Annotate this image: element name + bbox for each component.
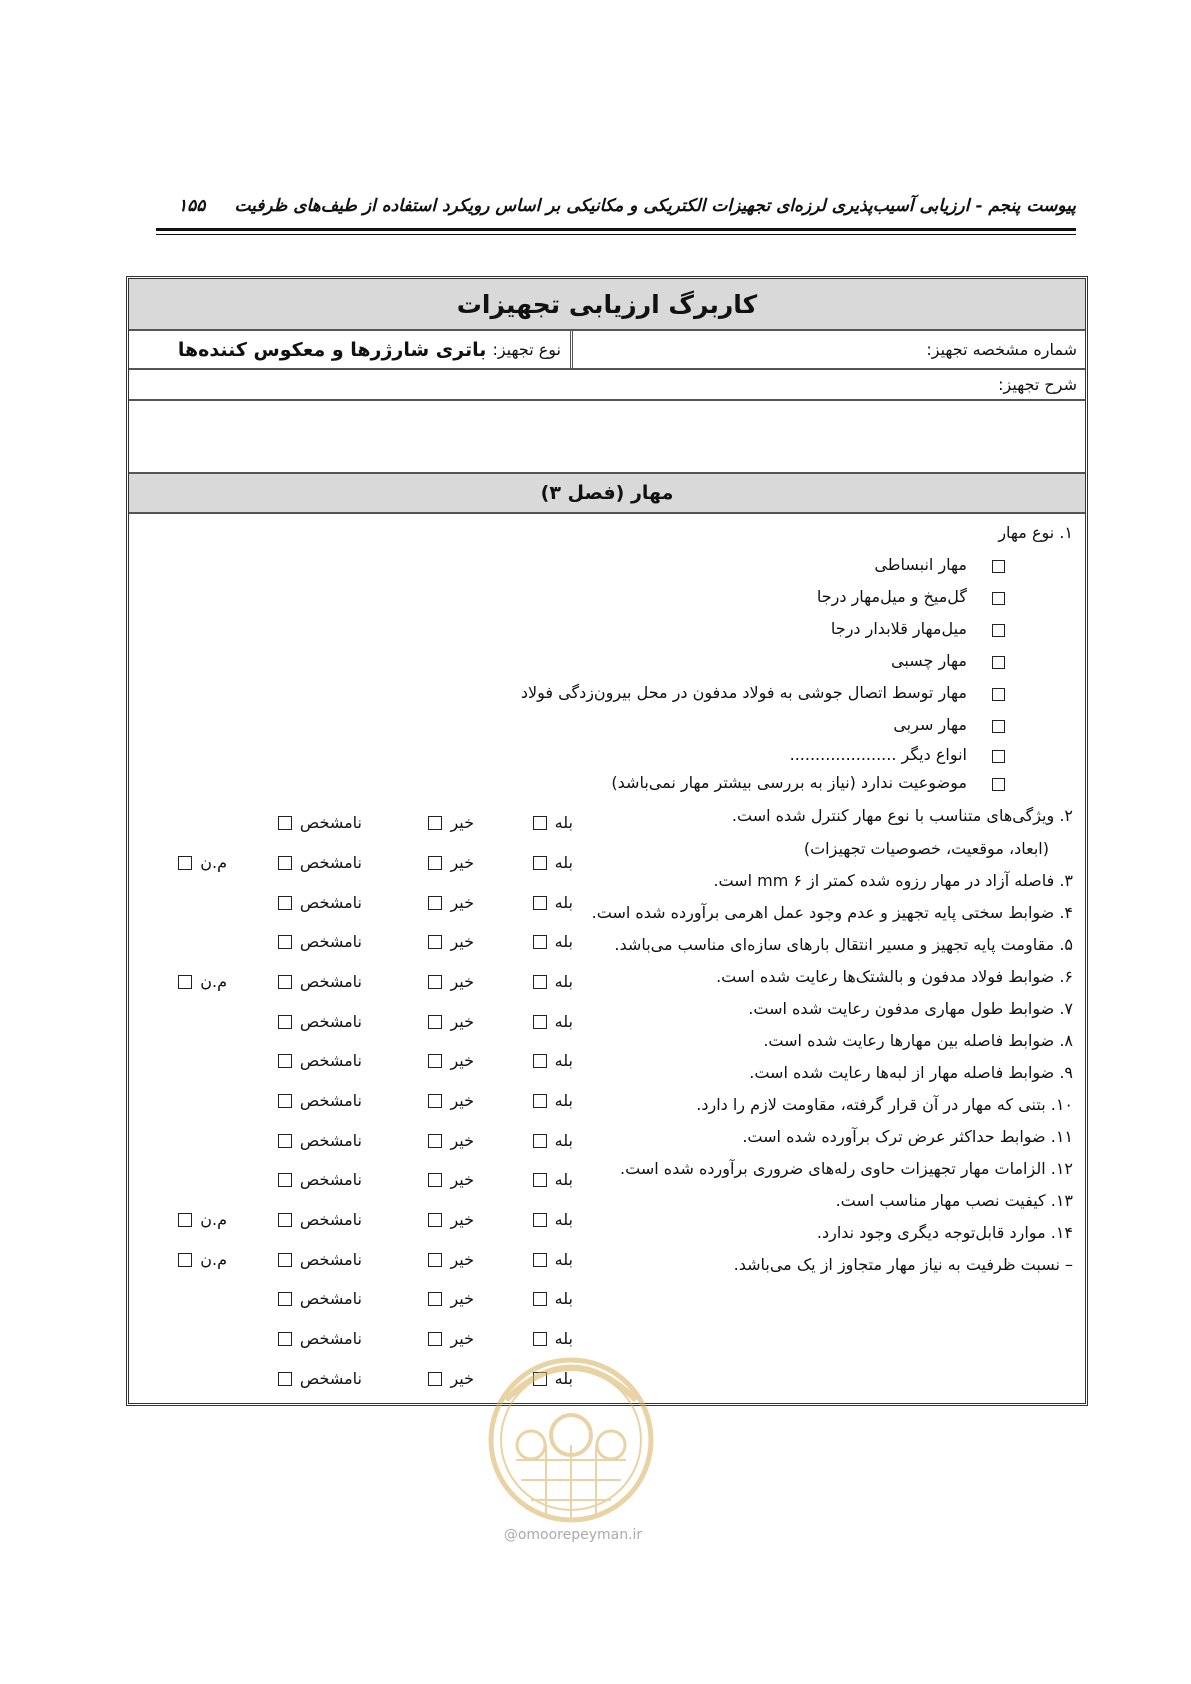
equipment-type-value: باتری شارژرها و معکوس کننده‌ها <box>177 338 487 361</box>
question-text: – نسبت ظرفیت به نیاز مهار متجاوز از یک می‌باشد. <box>733 1255 1073 1274</box>
answer-yes[interactable] <box>533 1170 573 1189</box>
header-rule-thin <box>156 234 1076 235</box>
answer-unknown[interactable] <box>278 1012 362 1031</box>
answer-no-checkbox[interactable] <box>428 1213 442 1227</box>
answer-no-label: خیر <box>450 972 474 991</box>
answer-unknown-label: نامشخص <box>299 1131 362 1150</box>
answer-yes[interactable] <box>533 1131 573 1150</box>
answer-yes-label: بله <box>554 1091 573 1110</box>
answer-na-checkbox[interactable] <box>178 1253 192 1267</box>
answer-no-checkbox[interactable] <box>428 1292 442 1306</box>
answer-na[interactable] <box>178 972 227 991</box>
answer-yes-label: بله <box>554 1329 573 1348</box>
q1-option-checkbox[interactable] <box>992 656 1005 669</box>
answer-yes-label: بله <box>554 972 573 991</box>
answer-no-checkbox[interactable] <box>428 1253 442 1267</box>
answer-yes-checkbox[interactable] <box>533 1054 547 1068</box>
answer-yes-label: بله <box>554 1051 573 1070</box>
q1-option-checkbox[interactable] <box>992 592 1005 605</box>
answer-yes[interactable] <box>533 1091 573 1110</box>
answer-yes-checkbox[interactable] <box>533 816 547 830</box>
answer-unknown-checkbox[interactable] <box>278 1253 292 1267</box>
running-header <box>156 196 1076 232</box>
header-rule-thick <box>156 228 1076 231</box>
question-text: ۵. مقاومت پایه تجهیز و مسیر انتقال بارهای سازه‌ای مناسب می‌باشد. <box>614 935 1073 954</box>
question-text: ۸. ضوابط فاصله بین مهارها رعایت شده است. <box>763 1031 1073 1050</box>
q1-option-label: مهار سربی <box>893 715 967 734</box>
question-text: (ابعاد، موقعیت، خصوصیات تجهیزات) <box>803 839 1049 858</box>
question-text: ۷. ضوابط طول مهاری مدفون رعایت شده است. <box>748 999 1073 1018</box>
q1-option-checkbox[interactable] <box>992 624 1005 637</box>
answer-no-checkbox[interactable] <box>428 1332 442 1346</box>
answer-yes[interactable] <box>533 893 573 912</box>
q1-label: ۱. نوع مهار <box>998 523 1073 542</box>
answer-yes[interactable] <box>533 1210 573 1229</box>
answer-no-label: خیر <box>450 813 474 832</box>
answer-yes-label: بله <box>554 1012 573 1031</box>
answer-yes[interactable] <box>533 972 573 991</box>
answer-unknown-checkbox[interactable] <box>278 1134 292 1148</box>
answer-no-checkbox[interactable] <box>428 975 442 989</box>
answer-yes-label: بله <box>554 1369 573 1388</box>
answer-yes[interactable] <box>533 1012 573 1031</box>
answer-na-label: م.ن <box>200 853 227 872</box>
answer-unknown[interactable] <box>278 932 362 951</box>
answer-unknown-label: نامشخص <box>299 1369 362 1388</box>
answer-no-checkbox[interactable] <box>428 856 442 870</box>
answer-na-label: م.ن <box>200 972 227 991</box>
q1-option-label: مهار چسبی <box>891 651 967 670</box>
answer-yes-label: بله <box>554 1210 573 1229</box>
answer-unknown[interactable] <box>278 1329 362 1348</box>
answer-yes[interactable] <box>533 853 573 872</box>
equipment-id-field[interactable] <box>570 331 1085 368</box>
answer-unknown[interactable] <box>278 972 362 991</box>
question-text: ۱۲. الزامات مهار تجهیزات حاوی رله‌های ضروری برآورده شده است. <box>620 1159 1073 1178</box>
answer-na[interactable] <box>178 853 227 872</box>
answer-unknown-checkbox[interactable] <box>278 1015 292 1029</box>
answer-no-label: خیر <box>450 1131 474 1150</box>
question-text: ۲. ویژگی‌های متناسب با نوع مهار کنترل شده است. <box>731 806 1073 825</box>
running-title: پیوست پنجم - ارزیابی آسیب‌پذیری لرزه‌ای تجهیزات الکتریکی و مکانیکی بر اساس رویکرد استفاده از طیف‌های ظرفیت <box>234 196 1076 216</box>
answer-unknown-checkbox[interactable] <box>278 1094 292 1108</box>
answer-unknown-checkbox[interactable] <box>278 1292 292 1306</box>
answer-unknown-label: نامشخص <box>299 1051 362 1070</box>
answer-yes-checkbox[interactable] <box>533 1292 547 1306</box>
q1-option-checkbox[interactable] <box>992 720 1005 733</box>
answer-unknown[interactable] <box>278 1051 362 1070</box>
answer-yes-label: بله <box>554 813 573 832</box>
answer-no-label: خیر <box>450 893 474 912</box>
answer-na-checkbox[interactable] <box>178 1213 192 1227</box>
equipment-description-field[interactable] <box>129 403 1085 474</box>
answer-yes-checkbox[interactable] <box>533 1134 547 1148</box>
answer-unknown[interactable] <box>278 1170 362 1189</box>
answer-unknown-checkbox[interactable] <box>278 1332 292 1346</box>
equipment-id-label: شماره مشخصه تجهیز: <box>926 340 1077 359</box>
answer-no[interactable] <box>428 1210 474 1229</box>
answer-unknown-checkbox[interactable] <box>278 1054 292 1068</box>
answer-unknown-checkbox[interactable] <box>278 1372 292 1386</box>
question-text: ۱۴. موارد قابل‌توجه دیگری وجود ندارد. <box>816 1223 1073 1242</box>
answer-yes-checkbox[interactable] <box>533 1253 547 1267</box>
answer-no-checkbox[interactable] <box>428 896 442 910</box>
section-title: مهار (فصل ۳) <box>129 474 1085 514</box>
q1-option-label: انواع دیگر ..................... <box>789 745 967 764</box>
q1-option-label: گل‌میخ و میل‌مهار درجا <box>816 587 967 606</box>
answer-no[interactable] <box>428 1329 474 1348</box>
q1-option-checkbox[interactable] <box>992 778 1005 791</box>
answer-no[interactable] <box>428 1051 474 1070</box>
answer-yes[interactable] <box>533 813 573 832</box>
answer-unknown[interactable] <box>278 1250 362 1269</box>
answer-no[interactable] <box>428 932 474 951</box>
answer-unknown[interactable] <box>278 1369 362 1388</box>
answer-no-label: خیر <box>450 1289 474 1308</box>
form-title: کاربرگ ارزیابی تجهیزات <box>129 279 1085 331</box>
answer-no-checkbox[interactable] <box>428 1094 442 1108</box>
answer-unknown-label: نامشخص <box>299 1091 362 1110</box>
answer-yes-label: بله <box>554 1170 573 1189</box>
answer-unknown[interactable] <box>278 1091 362 1110</box>
watermark-url: @omoorepeyman.ir <box>503 1527 643 1543</box>
question-text: ۱۰. بتنی که مهار در آن قرار گرفته، مقاومت لازم را دارد. <box>696 1095 1073 1114</box>
answer-no-label: خیر <box>450 1329 474 1348</box>
q1-option-label: مهار توسط اتصال جوشی به فولاد مدفون در محل بیرون‌زدگی فولاد <box>520 683 967 702</box>
answer-unknown-checkbox[interactable] <box>278 1173 292 1187</box>
q1-option-label: میل‌مهار قلابدار درجا <box>830 619 967 638</box>
answer-yes-checkbox[interactable] <box>533 1173 547 1187</box>
answer-unknown-label: نامشخص <box>299 893 362 912</box>
answer-yes-label: بله <box>554 1250 573 1269</box>
question-text: ۱۱. ضوابط حداکثر عرض ترک برآورده شده است. <box>742 1127 1073 1146</box>
answer-no[interactable] <box>428 1369 474 1388</box>
answer-no-checkbox[interactable] <box>428 1015 442 1029</box>
q1-option[interactable] <box>129 745 1085 769</box>
q1-option[interactable] <box>129 619 1085 643</box>
answer-no-label: خیر <box>450 1369 474 1388</box>
answer-no[interactable] <box>428 1131 474 1150</box>
answer-no-checkbox[interactable] <box>428 1054 442 1068</box>
q1-option[interactable] <box>129 587 1085 611</box>
q1-option-checkbox[interactable] <box>992 688 1005 701</box>
answer-unknown[interactable] <box>278 853 362 872</box>
answer-unknown-label: نامشخص <box>299 1250 362 1269</box>
question-text: ۳. فاصله آزاد در مهار رزوه شده کمتر از ۶ mm است. <box>713 871 1073 890</box>
watermark-logo <box>486 1330 656 1550</box>
equipment-type-label: نوع تجهیز: <box>492 340 561 359</box>
equipment-type-field <box>129 331 569 368</box>
answer-unknown-checkbox[interactable] <box>278 935 292 949</box>
answer-no-label: خیر <box>450 1250 474 1269</box>
answer-unknown-label: نامشخص <box>299 1012 362 1031</box>
answer-no[interactable] <box>428 1170 474 1189</box>
question-text: ۹. ضوابط فاصله مهار از لبه‌ها رعایت شده است. <box>749 1063 1073 1082</box>
answer-na[interactable] <box>178 1250 227 1269</box>
id-row <box>129 331 1085 370</box>
answer-no-label: خیر <box>450 1170 474 1189</box>
question-text: ۴. ضوابط سختی پایه تجهیز و عدم وجود عمل اهرمی برآورده شده است. <box>591 903 1073 922</box>
answer-no-label: خیر <box>450 1012 474 1031</box>
question-text: ۶. ضوابط فولاد مدفون و بالشتک‌ها رعایت شده است. <box>716 967 1073 986</box>
answer-unknown-checkbox[interactable] <box>278 1213 292 1227</box>
answer-no-checkbox[interactable] <box>428 1173 442 1187</box>
answer-yes-label: بله <box>554 932 573 951</box>
q1-option-checkbox[interactable] <box>992 560 1005 573</box>
q1-option-label: مهار انبساطی <box>874 555 967 574</box>
answer-unknown-checkbox[interactable] <box>278 896 292 910</box>
answer-yes[interactable] <box>533 932 573 951</box>
answer-na[interactable] <box>178 1210 227 1229</box>
answer-yes-checkbox[interactable] <box>533 975 547 989</box>
answer-no[interactable] <box>428 1250 474 1269</box>
answer-yes-label: بله <box>554 1289 573 1308</box>
answer-no-label: خیر <box>450 1051 474 1070</box>
answer-no[interactable] <box>428 893 474 912</box>
answer-na-label: م.ن <box>200 1210 227 1229</box>
answer-yes-checkbox[interactable] <box>533 1213 547 1227</box>
answer-na-label: م.ن <box>200 1250 227 1269</box>
q1-option[interactable] <box>129 773 1085 797</box>
answer-yes[interactable] <box>533 1250 573 1269</box>
answer-unknown-label: نامشخص <box>299 853 362 872</box>
answer-no-checkbox[interactable] <box>428 816 442 830</box>
answer-no-label: خیر <box>450 1091 474 1110</box>
answer-unknown-checkbox[interactable] <box>278 856 292 870</box>
answer-no-label: خیر <box>450 1210 474 1229</box>
answer-no-checkbox[interactable] <box>428 1372 442 1386</box>
answer-yes-checkbox[interactable] <box>533 935 547 949</box>
answer-unknown-label: نامشخص <box>299 972 362 991</box>
answer-no-checkbox[interactable] <box>428 1134 442 1148</box>
page-number: ۱۵۵ <box>178 196 206 216</box>
answer-yes-label: بله <box>554 893 573 912</box>
answer-unknown-label: نامشخص <box>299 813 362 832</box>
answer-unknown[interactable] <box>278 1289 362 1308</box>
answer-unknown-label: نامشخص <box>299 1210 362 1229</box>
q1-option[interactable] <box>129 715 1085 739</box>
equipment-description-label: شرح تجهیز: <box>998 375 1077 394</box>
q1-option[interactable] <box>129 651 1085 675</box>
answer-no[interactable] <box>428 1091 474 1110</box>
answer-no-label: خیر <box>450 932 474 951</box>
answer-yes[interactable] <box>533 1289 573 1308</box>
answer-yes-checkbox[interactable] <box>533 896 547 910</box>
q1-option[interactable] <box>129 683 1085 707</box>
q1-option[interactable] <box>129 555 1085 579</box>
answer-yes[interactable] <box>533 1051 573 1070</box>
evaluation-form <box>126 276 1088 1406</box>
answer-unknown[interactable] <box>278 1210 362 1229</box>
answer-no[interactable] <box>428 1289 474 1308</box>
answer-unknown-label: نامشخص <box>299 1170 362 1189</box>
answer-yes-label: بله <box>554 1131 573 1150</box>
answer-na-checkbox[interactable] <box>178 975 192 989</box>
answer-unknown[interactable] <box>278 1131 362 1150</box>
answer-yes-checkbox[interactable] <box>533 1015 547 1029</box>
answer-no-checkbox[interactable] <box>428 935 442 949</box>
answer-unknown-label: نامشخص <box>299 1289 362 1308</box>
question-text: ۱۳. کیفیت نصب مهار مناسب است. <box>835 1191 1073 1210</box>
answer-unknown[interactable] <box>278 893 362 912</box>
description-label-row <box>129 370 1085 401</box>
answer-yes-checkbox[interactable] <box>533 856 547 870</box>
answer-unknown[interactable] <box>278 813 362 832</box>
answer-no[interactable] <box>428 813 474 832</box>
q1-option-label: موضوعیت ندارد (نیاز به بررسی بیشتر مهار نمی‌باشد) <box>611 773 967 792</box>
answer-unknown-checkbox[interactable] <box>278 975 292 989</box>
answer-yes-label: بله <box>554 853 573 872</box>
q1-option-checkbox[interactable] <box>992 750 1005 763</box>
answer-yes-checkbox[interactable] <box>533 1094 547 1108</box>
answer-unknown-checkbox[interactable] <box>278 816 292 830</box>
answer-no[interactable] <box>428 853 474 872</box>
answer-na-checkbox[interactable] <box>178 856 192 870</box>
answer-unknown-label: نامشخص <box>299 932 362 951</box>
answer-no[interactable] <box>428 972 474 991</box>
answer-no[interactable] <box>428 1012 474 1031</box>
answer-unknown-label: نامشخص <box>299 1329 362 1348</box>
answer-no-label: خیر <box>450 853 474 872</box>
